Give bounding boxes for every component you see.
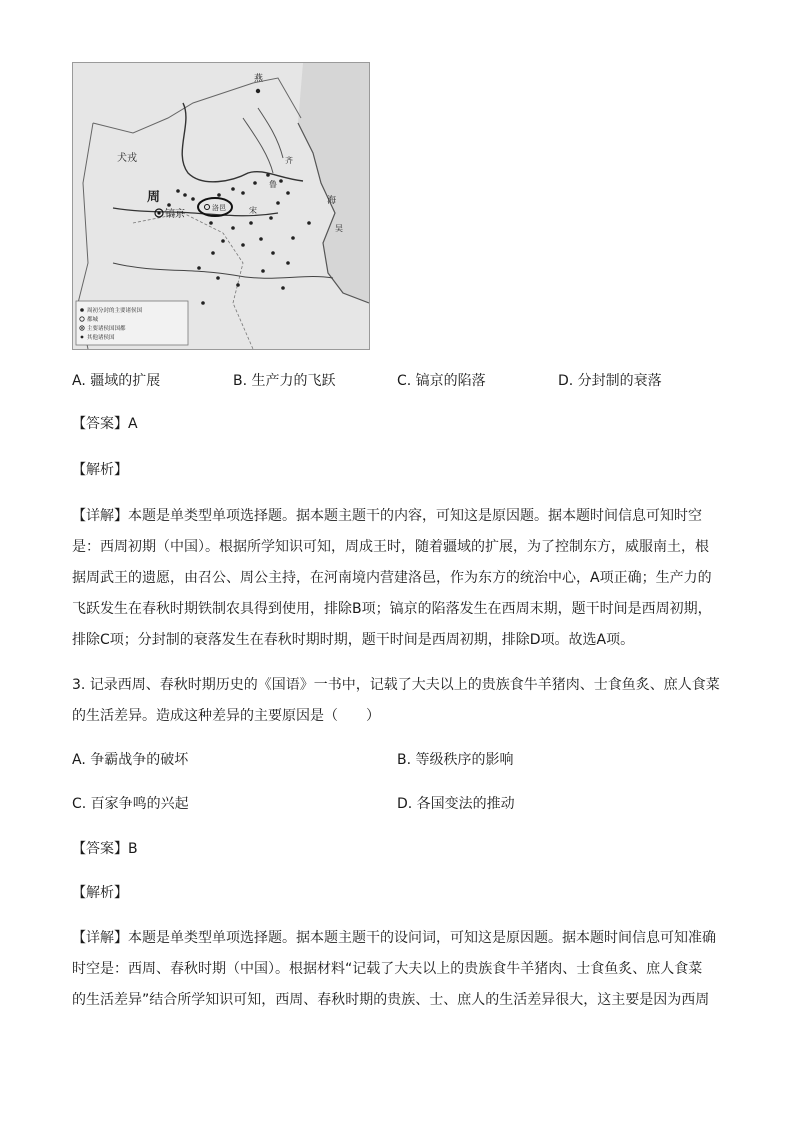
q2-option-c: C. 镐京的陷落 bbox=[397, 373, 486, 389]
map-label-quanrong: 犬戎 bbox=[117, 153, 137, 164]
q2-option-d: D. 分封制的衰落 bbox=[558, 373, 662, 389]
q3-option-a: A. 争霸战争的破坏 bbox=[72, 752, 189, 768]
map-legend-3: 主要诸侯国国都 bbox=[87, 326, 126, 332]
q3-option-d: D. 各国变法的推动 bbox=[397, 796, 515, 812]
q3-detail-line-3: 的生活差异”结合所学知识可知，西周、春秋时期的贵族、士、庶人的生活差异很大，这主要是因为西周 bbox=[72, 992, 710, 1008]
q3-detail-line-1: 【详解】本题是单类型单项选择题。据本题主题干的设问词，可知这是原因题。据本题时间信息可知准确 bbox=[72, 930, 716, 946]
q2-option-b: B. 生产力的飞跃 bbox=[233, 373, 336, 389]
q2-analysis-heading: 【解析】 bbox=[72, 462, 128, 478]
q2-option-a: A. 疆域的扩展 bbox=[72, 373, 161, 389]
map-label-zhou: 周 bbox=[147, 190, 161, 205]
q2-answer: 【答案】A bbox=[72, 416, 138, 432]
map-label-haojing: 镐京 bbox=[165, 209, 185, 220]
map-label-yan: 燕 bbox=[254, 74, 264, 84]
q2-detail-line-1: 【详解】本题是单类型单项选择题。据本题主题干的内容，可知这是原因题。据本题时间信息可知时空 bbox=[72, 508, 702, 524]
map-legend-2: 都城 bbox=[87, 317, 99, 323]
map-label-song: 宋 bbox=[249, 206, 257, 215]
map-label-hai: 海 bbox=[327, 196, 337, 206]
map-legend-4: 其他诸侯国 bbox=[87, 335, 115, 341]
q3-stem-line-1: 3. 记录西周、春秋时期历史的《国语》一书中，记载了大夫以上的贵族食牛羊猪肉、士食鱼炙、庶人食菜 bbox=[72, 677, 720, 693]
q3-analysis-heading: 【解析】 bbox=[72, 885, 128, 901]
q3-option-b: B. 等级秩序的影响 bbox=[397, 752, 514, 768]
q3-detail-line-2: 时空是：西周、春秋时期（中国）。根据材料“记载了大夫以上的贵族食牛羊猪肉、士食鱼炙、庶人食菜 bbox=[72, 961, 703, 977]
map-drawing bbox=[73, 63, 369, 349]
western-zhou-map bbox=[72, 62, 370, 350]
map-legend-1: 周初分封的主要诸侯国 bbox=[87, 308, 143, 314]
q2-detail-line-5: 排除C项；分封制的衰落发生在春秋时期时期，题干时间是西周初期，排除D项。故选A项。 bbox=[72, 632, 635, 648]
q3-stem-line-2: 的生活差异。造成这种差异的主要原因是（ ） bbox=[72, 708, 380, 724]
q2-detail-line-4: 飞跃发生在春秋时期铁制农具得到使用，排除B项；镐京的陷落发生在西周末期，题干时间是西周初期， bbox=[72, 601, 712, 617]
q2-detail-line-3: 据周武王的遗愿，由召公、周公主持，在河南境内营建洛邑，作为东方的统治中心，A项正确；生产力的 bbox=[72, 570, 712, 586]
map-label-luoyi: 洛邑 bbox=[212, 204, 226, 212]
map-label-wu: 吴 bbox=[335, 224, 343, 233]
map-label-qi: 齐 bbox=[285, 156, 293, 165]
q3-answer: 【答案】B bbox=[72, 841, 138, 857]
map-label-lu: 鲁 bbox=[269, 180, 277, 189]
q3-option-c: C. 百家争鸣的兴起 bbox=[72, 796, 189, 812]
q2-detail-line-2: 是：西周初期（中国）。根据所学知识可知，周成王时，随着疆域的扩展，为了控制东方，威服南土，根 bbox=[72, 539, 709, 555]
